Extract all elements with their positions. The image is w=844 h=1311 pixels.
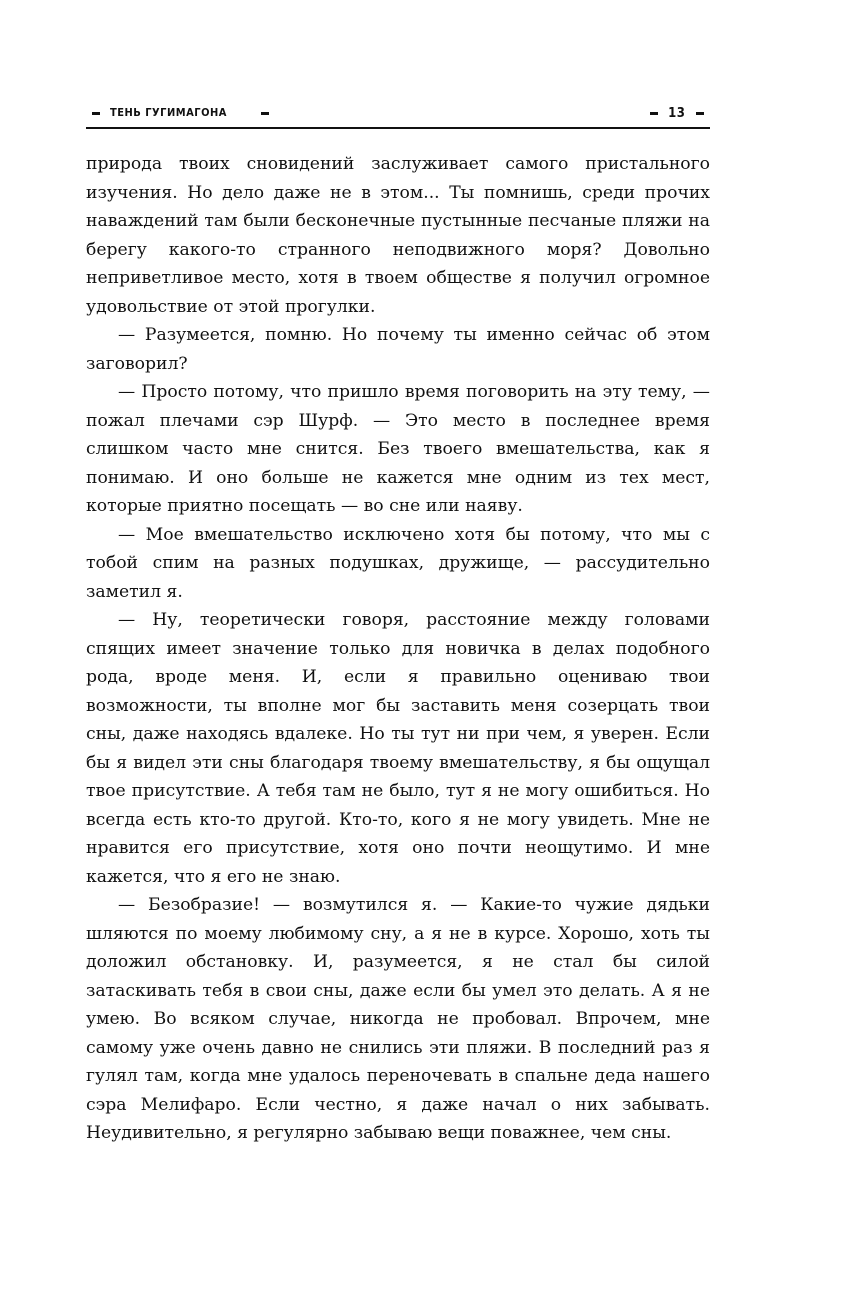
page-body	[86, 150, 710, 1148]
paragraph: — Просто потому, что пришло время поговорить на эту тему, — пожал плечами сэр Шурф. — Это место в последнее время слишком часто мне снится. Без твоего вмешательства, как я понимаю. И оно больше не кажется мне одним из тех мест, которые приятно посещать — во сне или наяву.	[86, 382, 710, 516]
paragraph: — Мое вмешательство исключено хотя бы потому, что мы с тобой спим на разных подушках, дружище, — рассудительно заметил я.	[86, 524, 710, 602]
dash-ornament	[650, 112, 658, 115]
running-title: ТЕНЬ ГУГИМАГОНА	[109, 106, 227, 119]
header-right	[644, 106, 710, 121]
dash-ornament	[696, 112, 704, 115]
page-number: 13	[668, 106, 686, 121]
running-header	[86, 106, 710, 126]
header-left	[86, 106, 275, 119]
header-rule	[86, 127, 710, 129]
paragraph: — Безобразие! — возмутился я. — Какие-то чужие дядьки шляются по моему любимому сну, а я не в курсе. Хорошо, хоть ты доложил обстановку. И, разумеется, я не стал бы силой затаскивать тебя в свои сны, даже если бы умел это делать. А я не умею. Во всяком случае, никогда не пробовал. Впрочем, мне самому уже очень давно не снились эти пляжи. В последний раз я гулял там, когда мне удалось переночевать в спальне деда нашего сэра Мелифаро. Если честно, я даже начал о них забывать. Неудивительно, я регулярно забываю вещи поважнее, чем сны.	[86, 895, 710, 1143]
paragraph: природа твоих сновидений заслуживает самого пристального изучения. Но дело даже не в этом... Ты помнишь, среди прочих наваждений там были бесконечные пустынные песчаные пляжи на берегу какого-то странного неподвижного моря? Довольно неприветливое место, хотя в твоем обществе я получил огромное удовольствие от этой прогулки.	[86, 154, 710, 317]
dash-ornament	[261, 112, 269, 115]
paragraph: — Ну, теоретически говоря, расстояние между головами спящих имеет значение только для новичка в делах подобного рода, вроде меня. И, если я правильно оцениваю твои возможности, ты вполне мог бы заставить меня созерцать твои сны, даже находясь вдалеке. Но ты тут ни при чем, я уверен. Если бы я видел эти сны благодаря твоему вмешательству, я бы ощущал твое присутствие. А тебя там не было, тут я не могу ошибиться. Но всегда есть кто-то другой. Кто-то, кого я не могу увидеть. Мне не нравится его присутствие, хотя оно почти неощутимо. И мне кажется, что я его не знаю.	[86, 610, 710, 887]
paragraph: — Разумеется, помню. Но почему ты именно сейчас об этом заговорил?	[86, 325, 710, 374]
dash-ornament	[92, 112, 100, 115]
